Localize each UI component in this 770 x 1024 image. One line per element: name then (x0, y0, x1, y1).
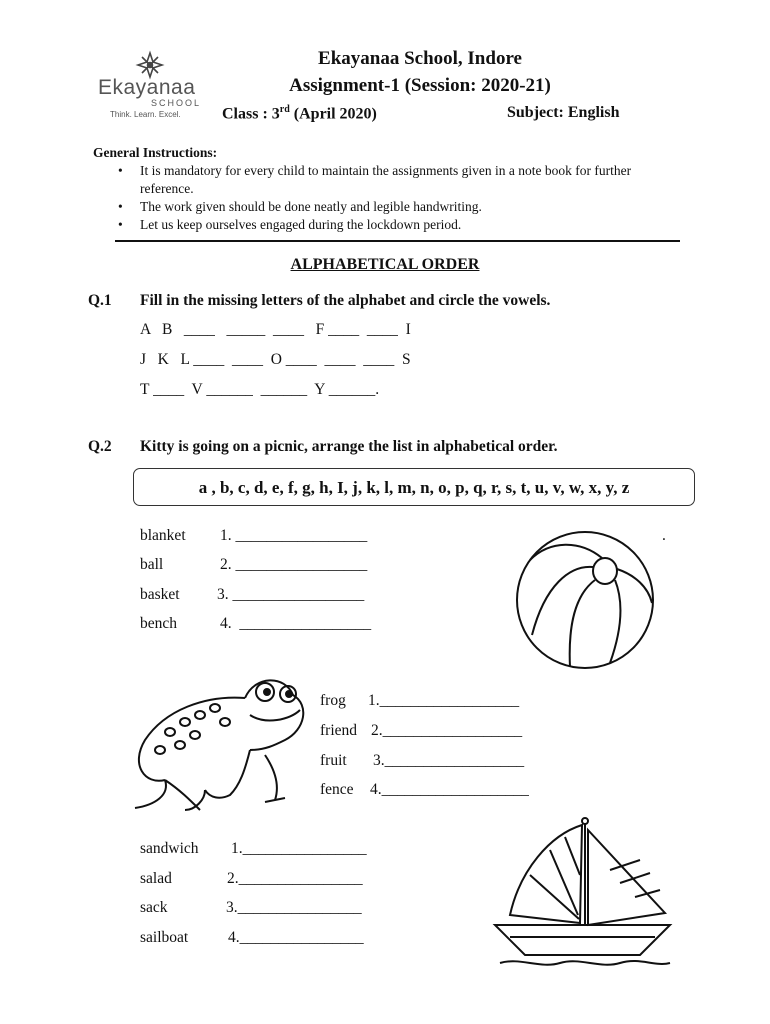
logo-sub: SCHOOL (151, 98, 202, 108)
answer-blank[interactable]: 1. _________________ (220, 527, 368, 544)
stray-dot: . (662, 527, 666, 544)
word-item: frog (320, 692, 346, 709)
answer-blank[interactable]: 1.__________________ (368, 692, 520, 709)
q1-line: J K L ____ ____ O ____ ____ ____ S (140, 351, 411, 368)
logo-tagline: Think. Learn. Excel. (110, 110, 181, 119)
word-item: basket (140, 586, 180, 603)
beach-ball-illustration (510, 525, 660, 675)
instruction-item: • Let us keep ourselves engaged during the lockdown period. (118, 216, 678, 234)
instruction-item: • It is mandatory for every child to maintain the assignments given in a note book for further reference. (118, 162, 678, 198)
word-item: sailboat (140, 929, 189, 946)
answer-blank[interactable]: 2. _________________ (220, 556, 368, 573)
answer-blank[interactable]: 2.__________________ (371, 722, 523, 739)
word-item: blanket (140, 527, 186, 544)
school-title: Ekayanaa School, Indore (318, 48, 522, 69)
answer-blank[interactable]: 4.________________ (228, 929, 364, 946)
word-item: sandwich (140, 840, 199, 857)
word-item: friend (320, 722, 358, 739)
word-item: bench (140, 615, 178, 632)
q1-text: Fill in the missing letters of the alphabet and circle the vowels. (140, 292, 551, 309)
sailboat-illustration (490, 815, 675, 975)
word-item: ball (140, 556, 164, 573)
word-item: fruit (320, 752, 347, 769)
q1-line: T ____ V ______ ______ Y ______. (140, 381, 380, 398)
alphabet-box: a , b, c, d, e, f, g, h, I, j, k, l, m, n, o, p, q, r, s, t, u, v, w, x, y, z (133, 468, 695, 506)
instructions-list (118, 162, 678, 234)
subject-label: Subject: English (507, 104, 620, 121)
q2-number: Q.2 (88, 438, 112, 455)
instruction-item: • The work given should be done neatly and legible handwriting. (118, 198, 678, 216)
assignment-title: Assignment-1 (Session: 2020-21) (289, 75, 551, 96)
q2-text: Kitty is going on a picnic, arrange the list in alphabetical order. (140, 438, 558, 455)
section-title: ALPHABETICAL ORDER (290, 256, 480, 273)
answer-blank[interactable]: 4.___________________ (370, 781, 529, 798)
q1-line: A B ____ _____ ____ F ____ ____ I (140, 321, 411, 338)
answer-blank[interactable]: 3.________________ (226, 899, 362, 916)
logo-name: Ekayanaa (98, 76, 196, 99)
answer-blank[interactable]: 4. _________________ (220, 615, 372, 632)
word-item: sack (140, 899, 168, 916)
class-label: Class : 3rd (April 2020) (222, 104, 377, 123)
answer-blank[interactable]: 3. _________________ (217, 586, 365, 603)
instructions-title: General Instructions: (93, 145, 218, 160)
answer-blank[interactable]: 3.__________________ (373, 752, 525, 769)
q1-number: Q.1 (88, 292, 112, 309)
word-item: fence (320, 781, 354, 798)
word-item: salad (140, 870, 172, 887)
answer-blank[interactable]: 2.________________ (227, 870, 363, 887)
answer-blank[interactable]: 1.________________ (231, 840, 367, 857)
frog-illustration (125, 670, 315, 820)
divider (115, 240, 680, 242)
